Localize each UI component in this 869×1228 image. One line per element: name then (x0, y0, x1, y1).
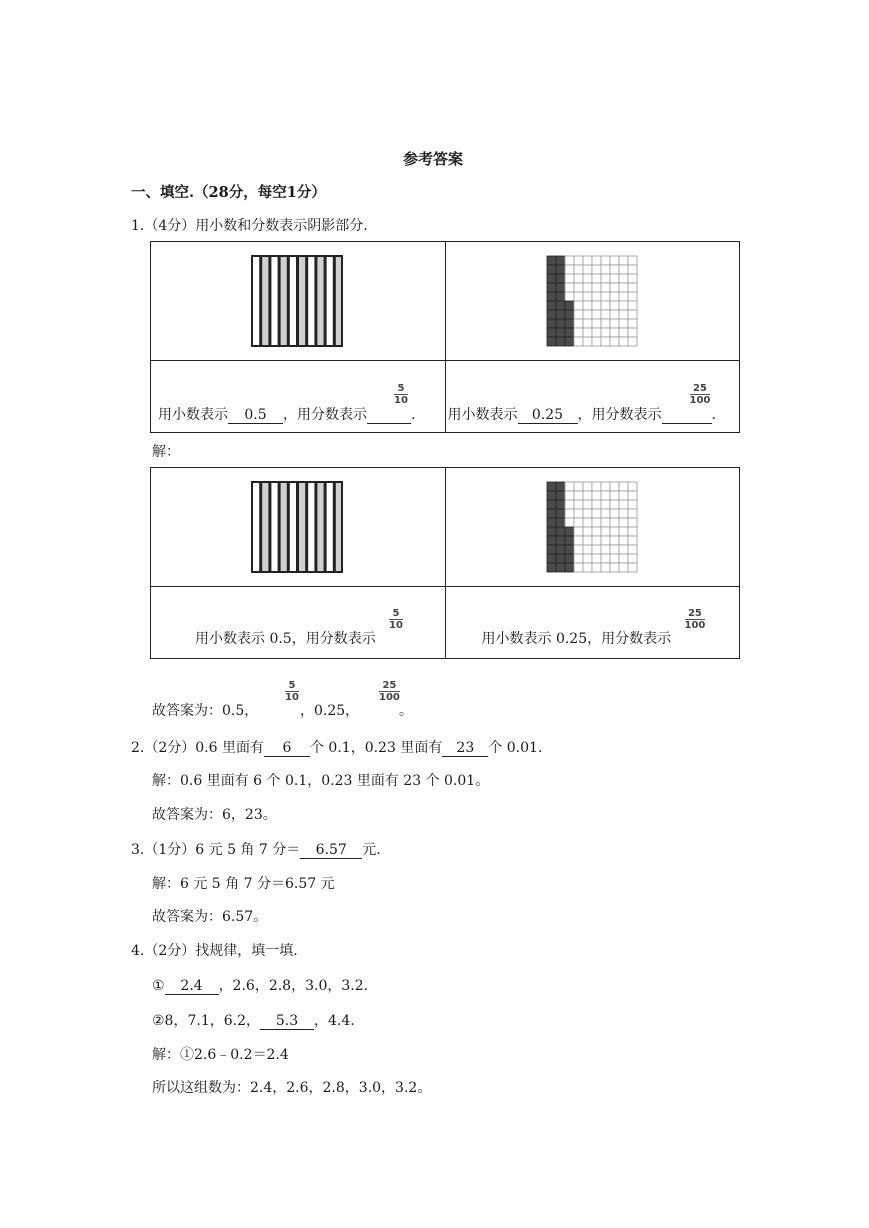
grid-cell (619, 518, 628, 527)
grid-cell (628, 554, 637, 563)
grid-cell (583, 337, 592, 346)
grid-cell (619, 527, 628, 536)
shaded-cell (547, 265, 556, 274)
q1-left-end: . (411, 407, 416, 423)
grid-cell (592, 500, 601, 509)
q1-right-end: . (711, 407, 716, 423)
grid-cell (628, 292, 637, 301)
q1-solution-right-fraction (685, 608, 706, 631)
grid-cell (592, 545, 601, 554)
grid-cell (574, 274, 583, 283)
q1-left-decimal-blank: 0.5 (228, 407, 283, 424)
shaded-cell (547, 256, 556, 265)
q4-line-2 (152, 1010, 355, 1030)
q4-line-1 (152, 975, 368, 995)
grid-cell (592, 554, 601, 563)
grid-cell (592, 292, 601, 301)
grid-cell (583, 265, 592, 274)
q3-stem-part-b: 元. (362, 842, 381, 858)
grid-cell (601, 482, 610, 491)
grid-cell (628, 527, 637, 536)
shaded-cell (547, 482, 556, 491)
q1-figure-cell-left (151, 242, 446, 361)
grid-cell (574, 292, 583, 301)
grid-cell (583, 536, 592, 545)
shaded-cell (556, 545, 565, 554)
fraction-denominator: 10 (389, 620, 403, 631)
q1-answer-end: 。 (399, 703, 413, 719)
grid-cell (610, 310, 619, 319)
shaded-cell (556, 518, 565, 527)
grid-cell (619, 500, 628, 509)
grid-cell (583, 319, 592, 328)
grid-cell (610, 536, 619, 545)
grid-cell (619, 283, 628, 292)
strip (280, 482, 288, 572)
grid-cell (583, 491, 592, 500)
grid-cell (610, 256, 619, 265)
q1-solution-table (150, 467, 740, 659)
q1-right-prefix: 用小数表示 (447, 407, 518, 423)
grid-cell (574, 491, 583, 500)
shaded-cell (565, 545, 574, 554)
shaded-cell (547, 283, 556, 292)
grid-cell (583, 256, 592, 265)
q1-answer-fraction-1 (285, 680, 299, 703)
grid-cell (601, 265, 610, 274)
shaded-cell (556, 554, 565, 563)
q2-stem-part-a: 2.（2分）0.6 里面有 (131, 740, 264, 756)
fraction-denominator: 10 (285, 692, 299, 703)
q4-line-2-start: ②8，7.1，6.2， (152, 1013, 260, 1029)
grid-cell (565, 500, 574, 509)
shaded-cell (547, 491, 556, 500)
grid-cell (628, 500, 637, 509)
grid-cell (628, 265, 637, 274)
grid-cell (565, 274, 574, 283)
grid-cell (601, 563, 610, 572)
grid-cell (574, 328, 583, 337)
q1-figure-cell-right (445, 242, 740, 361)
fraction-denominator: 10 (394, 395, 408, 406)
strip (307, 482, 315, 572)
shaded-cell (547, 319, 556, 328)
grid-cell (583, 301, 592, 310)
shaded-cell (547, 554, 556, 563)
grid-cell (583, 328, 592, 337)
grid-cell (592, 310, 601, 319)
strip-figure (251, 481, 343, 573)
grid-cell (619, 265, 628, 274)
grid-cell (619, 292, 628, 301)
grid-cell (574, 265, 583, 274)
q1-right-fraction (690, 383, 711, 406)
grid-cell (592, 527, 601, 536)
grid-cell (592, 491, 601, 500)
grid-cell (583, 509, 592, 518)
shaded-cell (547, 518, 556, 527)
grid-cell (601, 536, 610, 545)
grid-cell (601, 292, 610, 301)
shaded-cell (556, 500, 565, 509)
grid-cell (601, 491, 610, 500)
grid-cell (610, 518, 619, 527)
grid-cell (628, 536, 637, 545)
shaded-cell (556, 563, 565, 572)
grid-cell (574, 509, 583, 518)
grid-cell (574, 319, 583, 328)
grid-cell (601, 337, 610, 346)
grid-cell (583, 500, 592, 509)
grid-cell (574, 310, 583, 319)
grid-cell (601, 310, 610, 319)
q1-solution-figure-left (151, 468, 446, 587)
grid-cell (592, 283, 601, 292)
shaded-cell (547, 328, 556, 337)
strip (261, 256, 269, 346)
grid-cell (592, 265, 601, 274)
grid-cell (574, 518, 583, 527)
grid-cell (619, 491, 628, 500)
grid-cell (583, 545, 592, 554)
q1-answer-cell-left (151, 361, 446, 433)
shaded-cell (547, 301, 556, 310)
fraction-denominator: 100 (689, 395, 711, 406)
q2-stem (131, 737, 542, 757)
grid-cell (574, 301, 583, 310)
grid-cell (610, 337, 619, 346)
q1-answer-fraction-2 (379, 680, 400, 703)
grid-cell (574, 545, 583, 554)
grid-cell (592, 337, 601, 346)
grid-cell (610, 509, 619, 518)
strip (316, 482, 324, 572)
shaded-cell (556, 491, 565, 500)
shaded-cell (556, 265, 565, 274)
strip (335, 256, 342, 346)
grid-cell (601, 256, 610, 265)
q1-left-fraction (394, 383, 408, 406)
grid-cell (565, 518, 574, 527)
q1-solution-left-text: 用小数表示 0.5，用分数表示 (195, 631, 376, 647)
grid-cell (583, 310, 592, 319)
grid-cell (610, 274, 619, 283)
grid-cell (592, 536, 601, 545)
grid-cell (628, 256, 637, 265)
grid-cell (565, 256, 574, 265)
grid-cell (601, 554, 610, 563)
q1-right-decimal-blank: 0.25 (518, 407, 578, 424)
grid-cell (592, 518, 601, 527)
grid-cell (619, 563, 628, 572)
grid-cell (601, 545, 610, 554)
grid-cell (619, 554, 628, 563)
strip (298, 482, 306, 572)
strip (261, 482, 269, 572)
grid-cell (619, 274, 628, 283)
grid-cell (628, 283, 637, 292)
grid-cell (574, 500, 583, 509)
shaded-cell (556, 256, 565, 265)
grid-cell (610, 301, 619, 310)
grid-cell (628, 274, 637, 283)
grid-cell (628, 319, 637, 328)
shaded-cell (565, 536, 574, 545)
grid-cell (601, 500, 610, 509)
hundred-grid-figure (546, 481, 638, 573)
shaded-cell (547, 527, 556, 536)
grid-cell (619, 256, 628, 265)
q4-stem: 4.（2分）找规律，填一填. (131, 943, 298, 959)
grid-cell (592, 274, 601, 283)
grid-cell (610, 283, 619, 292)
q4-blank-1: 2.4 (165, 978, 219, 995)
q1-left-prefix: 用小数表示 (158, 407, 228, 423)
q1-left-mid: ，用分数表示 (283, 407, 367, 423)
grid-cell (565, 482, 574, 491)
grid-cell (565, 283, 574, 292)
grid-cell (601, 527, 610, 536)
doc-title: 参考答案 (403, 150, 464, 168)
grid-cell (574, 563, 583, 572)
q3-stem-part-a: 3.（1分）6 元 5 角 7 分＝ (131, 842, 301, 858)
grid-cell (619, 328, 628, 337)
grid-cell (592, 301, 601, 310)
grid-cell (628, 482, 637, 491)
grid-cell (583, 292, 592, 301)
shaded-cell (547, 545, 556, 554)
q1-solution-text-left (151, 587, 446, 659)
grid-cell (592, 256, 601, 265)
grid-cell (574, 337, 583, 346)
grid-cell (601, 328, 610, 337)
q1-answer-mid: ，0.25， (300, 703, 360, 719)
shaded-cell (565, 301, 574, 310)
shaded-cell (556, 337, 565, 346)
q1-answer-cell-right (445, 361, 740, 433)
grid-cell (610, 482, 619, 491)
strip (335, 482, 342, 572)
fraction-numerator: 25 (379, 680, 400, 692)
fraction-numerator: 25 (685, 608, 706, 620)
shaded-cell (556, 536, 565, 545)
strip (280, 256, 288, 346)
grid-cell (610, 500, 619, 509)
grid-cell (610, 292, 619, 301)
shaded-cell (547, 500, 556, 509)
q1-answer-prefix: 故答案为：0.5， (152, 703, 259, 719)
q2-solution: 解：0.6 里面有 6 个 0.1，0.23 里面有 23 个 0.01。 (152, 773, 490, 789)
shaded-cell (547, 563, 556, 572)
shaded-cell (556, 301, 565, 310)
grid-cell (565, 491, 574, 500)
q1-right-mid: ，用分数表示 (577, 407, 662, 423)
q4-line-2-rest: ，4.4. (314, 1013, 355, 1029)
q1-right-fraction-blank (662, 407, 712, 424)
q1-solution-left-fraction (389, 608, 403, 631)
grid-cell (619, 337, 628, 346)
grid-cell (601, 274, 610, 283)
shaded-cell (547, 292, 556, 301)
shaded-cell (565, 563, 574, 572)
grid-cell (601, 509, 610, 518)
grid-cell (565, 292, 574, 301)
q3-answer: 故答案为：6.57。 (152, 909, 268, 925)
q2-stem-part-b: 个 0.1，0.23 里面有 (309, 740, 443, 756)
strip (298, 256, 306, 346)
q2-stem-part-c: 个 0.01. (488, 740, 543, 756)
shaded-cell (556, 328, 565, 337)
fraction-denominator: 100 (684, 620, 706, 631)
grid-cell (592, 328, 601, 337)
grid-cell (628, 518, 637, 527)
grid-cell (610, 527, 619, 536)
shaded-cell (556, 310, 565, 319)
grid-cell (574, 283, 583, 292)
shaded-cell (556, 274, 565, 283)
grid-cell (583, 283, 592, 292)
q1-question-table (150, 241, 740, 433)
shaded-cell (565, 319, 574, 328)
grid-cell (619, 509, 628, 518)
q1-left-fraction-blank (367, 407, 411, 424)
shaded-cell (556, 509, 565, 518)
strip (289, 256, 297, 346)
strip (326, 256, 334, 346)
grid-cell (601, 319, 610, 328)
q1-solution-figure-right (445, 468, 740, 587)
grid-cell (610, 554, 619, 563)
grid-cell (628, 563, 637, 572)
q3-stem (131, 839, 381, 859)
grid-cell (619, 482, 628, 491)
grid-cell (583, 563, 592, 572)
shaded-cell (547, 310, 556, 319)
q3-solution: 解：6 元 5 角 7 分＝6.57 元 (152, 876, 335, 892)
q4-line-1-rest: ，2.6，2.8，3.0，3.2. (218, 978, 369, 994)
circled-one: ① (152, 978, 165, 994)
grid-cell (628, 337, 637, 346)
grid-cell (583, 274, 592, 283)
grid-cell (628, 509, 637, 518)
grid-cell (583, 527, 592, 536)
grid-cell (574, 554, 583, 563)
grid-cell (601, 283, 610, 292)
fraction-numerator: 25 (690, 383, 711, 395)
grid-cell (628, 301, 637, 310)
grid-cell (565, 265, 574, 274)
q4-conclusion: 所以这组数为：2.4，2.6，2.8，3.0，3.2。 (152, 1080, 432, 1096)
q1-solution-right-text: 用小数表示 0.25，用分数表示 (481, 631, 672, 647)
shaded-cell (556, 283, 565, 292)
shaded-cell (556, 482, 565, 491)
grid-cell (592, 319, 601, 328)
grid-cell (619, 536, 628, 545)
grid-cell (619, 545, 628, 554)
grid-cell (628, 491, 637, 500)
shaded-cell (556, 319, 565, 328)
grid-cell (574, 256, 583, 265)
grid-cell (619, 301, 628, 310)
strip (307, 256, 315, 346)
fraction-numerator: 5 (394, 383, 408, 395)
q1-solution-text-right (445, 587, 740, 659)
grid-cell (574, 482, 583, 491)
strip (270, 482, 278, 572)
fraction-numerator: 5 (285, 680, 299, 692)
grid-cell (619, 310, 628, 319)
fraction-numerator: 5 (389, 608, 403, 620)
strip (252, 256, 260, 346)
q2-blank-1: 6 (264, 740, 310, 757)
grid-cell (610, 491, 619, 500)
shaded-cell (565, 527, 574, 536)
q3-blank: 6.57 (300, 842, 362, 859)
grid-cell (574, 527, 583, 536)
strip (270, 256, 278, 346)
shaded-cell (547, 536, 556, 545)
grid-cell (610, 319, 619, 328)
shaded-cell (547, 509, 556, 518)
shaded-cell (565, 337, 574, 346)
grid-cell (610, 563, 619, 572)
q2-answer: 故答案为：6，23。 (152, 807, 277, 823)
grid-cell (592, 563, 601, 572)
q1-solution-label: 解： (152, 444, 180, 460)
grid-cell (628, 545, 637, 554)
q1-stem: 1.（4分）用小数和分数表示阴影部分. (131, 218, 368, 234)
grid-cell (583, 482, 592, 491)
strip (326, 482, 334, 572)
fraction-denominator: 100 (379, 692, 400, 703)
grid-cell (601, 301, 610, 310)
grid-cell (565, 509, 574, 518)
grid-cell (610, 545, 619, 554)
grid-cell (583, 554, 592, 563)
grid-cell (574, 536, 583, 545)
q4-solution: 解：①2.6﹣0.2＝2.4 (152, 1047, 289, 1063)
grid-cell (583, 518, 592, 527)
hundred-grid-figure (546, 255, 638, 347)
grid-cell (592, 482, 601, 491)
grid-cell (628, 328, 637, 337)
q4-blank-2: 5.3 (260, 1013, 314, 1030)
shaded-cell (547, 337, 556, 346)
grid-cell (610, 328, 619, 337)
grid-cell (628, 310, 637, 319)
shaded-cell (565, 554, 574, 563)
grid-cell (592, 509, 601, 518)
shaded-cell (565, 328, 574, 337)
shaded-cell (556, 292, 565, 301)
shaded-cell (565, 310, 574, 319)
grid-cell (619, 319, 628, 328)
shaded-cell (556, 527, 565, 536)
q2-blank-2: 23 (442, 740, 488, 757)
shaded-cell (547, 274, 556, 283)
section-heading: 一、填空.（28分，每空1分） (131, 184, 326, 201)
strip (289, 482, 297, 572)
strip-figure (251, 255, 343, 347)
grid-cell (601, 518, 610, 527)
strip (252, 482, 260, 572)
strip (316, 256, 324, 346)
grid-cell (610, 265, 619, 274)
